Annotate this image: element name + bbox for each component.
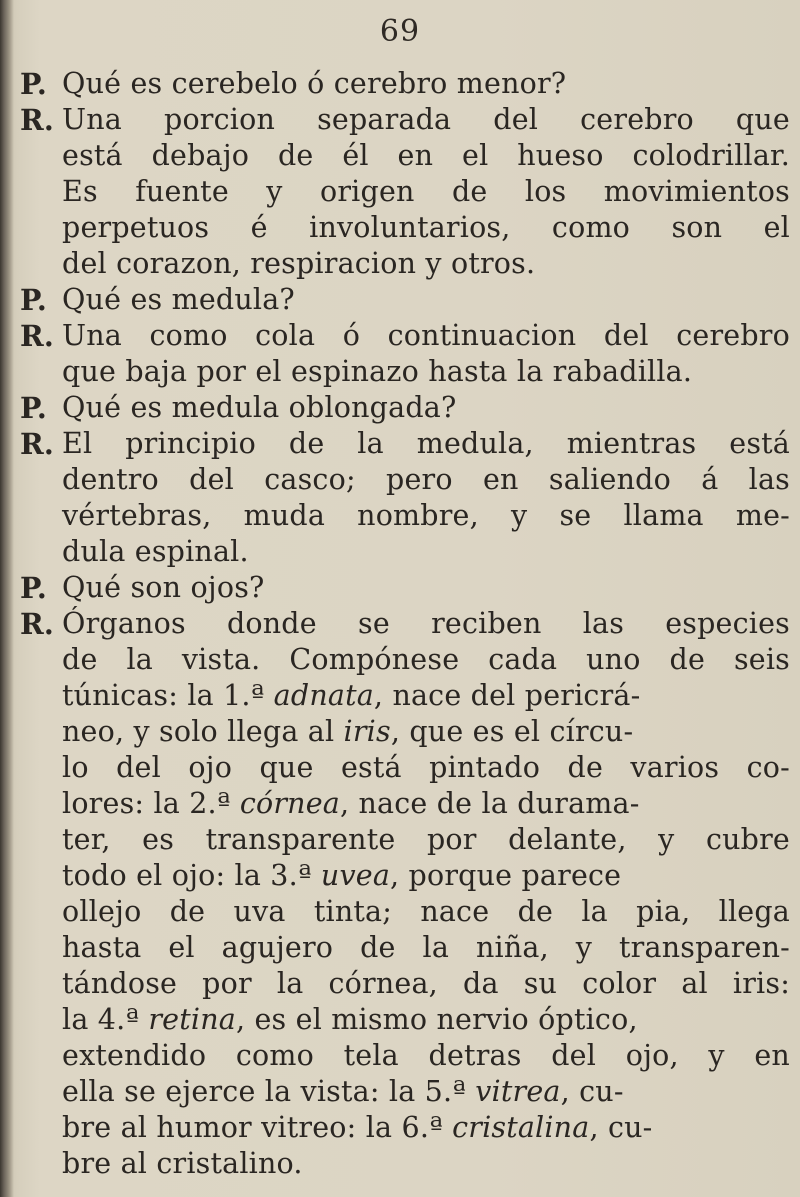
- entry-body: [62, 570, 790, 606]
- text-line: que baja por el espinazo hasta la rabadilla.: [62, 355, 693, 388]
- text-line: de la vista. Compónese cada uno de seis: [62, 643, 790, 676]
- text-line: Una porcion separada del cerebro que: [62, 103, 790, 136]
- entry-tag: P.: [20, 571, 48, 605]
- text-line: vértebras, muda nombre, y se llama me-: [62, 499, 790, 532]
- question-entry: [20, 570, 790, 606]
- entry-body: [62, 318, 790, 390]
- italic-term: uvea: [320, 859, 391, 892]
- text-line: El principio de la medula, mientras está: [62, 427, 790, 460]
- italic-term: iris: [343, 715, 391, 748]
- answer-entry: [20, 426, 790, 570]
- text-segment: bre al humor vitreo: la 6.ª: [62, 1111, 453, 1144]
- text-line: [62, 1002, 790, 1038]
- text-line: [62, 858, 790, 894]
- text-segment: , nace del pericrá-: [373, 679, 641, 712]
- italic-term: cristalina: [452, 1111, 590, 1144]
- text-line: ollejo de uva tinta; nace de la pia, llega: [62, 895, 790, 928]
- answer-entry: [20, 318, 790, 390]
- entry-tag: R.: [20, 319, 55, 353]
- text-line: perpetuos é involuntarios, como son el: [62, 211, 790, 244]
- italic-term: vitrea: [475, 1075, 561, 1108]
- text-line: Una como cola ó continuacion del cerebro: [62, 319, 790, 352]
- text-segment: , es el mismo nervio óptico,: [235, 1003, 638, 1036]
- entry-tag: P.: [20, 391, 48, 425]
- entry-tag: R.: [20, 427, 55, 461]
- page-binding-edge: [0, 0, 14, 1197]
- text-line: lo del ojo que está pintado de varios co-: [62, 751, 790, 784]
- answer-entry: [20, 102, 790, 282]
- entry-body: [62, 102, 790, 282]
- question-entry: [20, 66, 790, 102]
- text-segment: , cu-: [589, 1111, 653, 1144]
- entry-body: [62, 390, 790, 426]
- entry-body: [62, 606, 790, 1182]
- text-line: Qué es medula oblongada?: [62, 391, 457, 424]
- text-segment: lores: la 2.ª: [62, 787, 240, 820]
- text-segment: todo el ojo: la 3.ª: [62, 859, 321, 892]
- italic-term: adnata: [264, 679, 374, 712]
- entry-tag: R.: [20, 103, 55, 137]
- text-line: hasta el agujero de la niña, y transparen-: [62, 931, 790, 964]
- question-entry: [20, 282, 790, 318]
- text-line: [62, 1074, 790, 1110]
- text-line: [62, 1110, 790, 1146]
- text-line: bre al cristalino.: [62, 1147, 303, 1180]
- text-segment: neo, y solo llega al: [62, 715, 344, 748]
- text-line: dentro del casco; pero en saliendo á las: [62, 463, 790, 496]
- entry-body: [62, 426, 790, 570]
- text-line: Órganos donde se reciben las especies: [62, 607, 790, 640]
- entry-tag: P.: [20, 283, 48, 317]
- text-segment: túnicas: la 1.ª: [62, 679, 265, 712]
- page-text: [20, 66, 790, 1182]
- text-segment: , cu-: [560, 1075, 624, 1108]
- page-number: 69: [379, 14, 421, 49]
- text-line: Qué es cerebelo ó cerebro menor?: [62, 67, 567, 100]
- text-segment: ella se ejerce la vista: la 5.ª: [62, 1075, 476, 1108]
- text-line: [62, 786, 790, 822]
- text-line: dula espinal.: [62, 535, 249, 568]
- text-line: está debajo de él en el hueso colodrillar.: [62, 139, 790, 172]
- text-line: [62, 714, 790, 750]
- italic-term: retina: [148, 1003, 236, 1036]
- text-line: Es fuente y origen de los movimientos: [62, 175, 790, 208]
- text-line: Qué son ojos?: [62, 571, 265, 604]
- entry-tag: R.: [20, 607, 55, 641]
- question-entry: [20, 390, 790, 426]
- text-line: extendido como tela detras del ojo, y en: [62, 1039, 790, 1072]
- text-line: tándose por la córnea, da su color al iris:: [62, 967, 790, 1000]
- entry-body: [62, 66, 790, 102]
- text-line: Qué es medula?: [62, 283, 295, 316]
- text-segment: , porque parece: [390, 859, 622, 892]
- text-segment: , nace de la durama-: [339, 787, 640, 820]
- answer-entry: [20, 606, 790, 1182]
- entry-body: [62, 282, 790, 318]
- text-line: del corazon, respiracion y otros.: [62, 247, 536, 280]
- text-segment: la 4.ª: [62, 1003, 149, 1036]
- entry-tag: P.: [20, 67, 48, 101]
- text-line: ter, es transparente por delante, y cubre: [62, 823, 790, 856]
- text-line: [62, 678, 790, 714]
- italic-term: córnea: [239, 787, 340, 820]
- text-segment: , que es el círcu-: [390, 715, 634, 748]
